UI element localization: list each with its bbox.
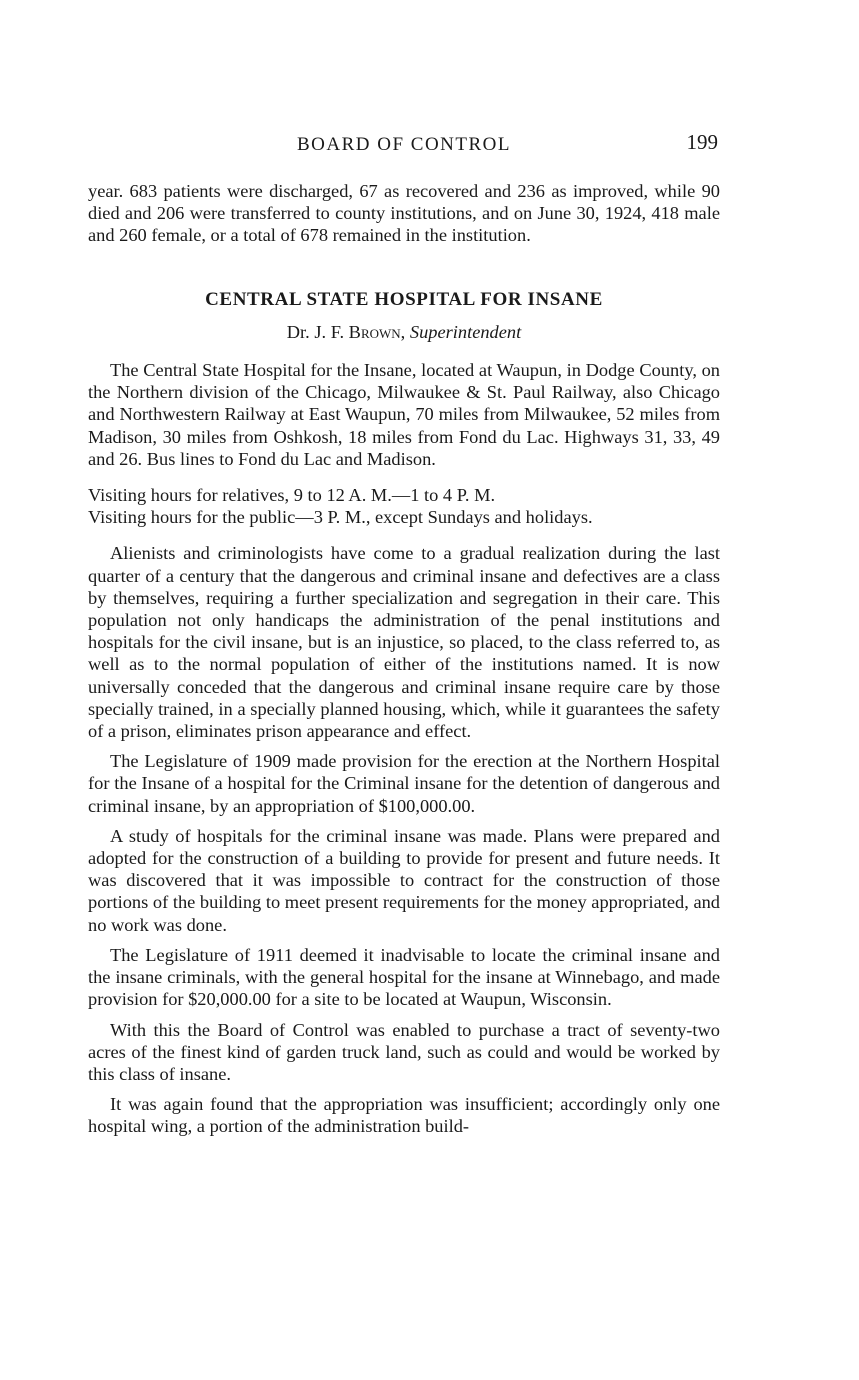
superintendent-prefix: Dr. J. F. <box>286 321 345 342</box>
paragraph-legislature-1909: The Legislature of 1909 made provision for the erection at the Northern Hospital for the Insane of a hospital for the Criminal insane for the detention of dangerous and criminal insane, by an appropriation of $100,000.00. <box>88 751 720 816</box>
visiting-hours-relatives: Visiting hours for relatives, 9 to 12 A. M.—1 to 4 P. M. <box>88 485 496 506</box>
paragraph-study: A study of hospitals for the criminal insane was made. Plans were prepared and adopted for the construction of a building to provide for present and future needs. It was discovered that it was impossible to contract for the construction of those portions of the building to meet present requirements for the money appropriated, and no work was done. <box>88 825 720 935</box>
page-number: 199 <box>686 130 718 154</box>
paragraph-legislature-1911: The Legislature of 1911 deemed it inadvisable to locate the criminal insane and the insane criminals, with the general hospital for the insane at Winnebago, and made provision for $20,000.00 for a site to be located at Waupun, Wisconsin. <box>88 944 720 1010</box>
section-title: CENTRAL STATE HOSPITAL FOR INSANE <box>205 288 603 310</box>
page-header <box>90 130 718 160</box>
superintendent-name: Brown, <box>348 321 406 342</box>
location-paragraph: The Central State Hospital for the Insane, located at Waupun, in Dodge County, on the Northern division of the Chicago, Milwaukee & St. Paul Railway, also Chicago and Northwestern Railway at East Waupun, 70 miles from Milwaukee, 52 miles from Madison, 30 miles from Oshkosh, 18 miles from Fond du Lac. Highways 31, 33, 49 and 26. Bus lines to Fond du Lac and Madison. <box>88 360 720 469</box>
superintendent-line <box>88 321 720 343</box>
paragraph-tract: With this the Board of Control was enabled to purchase a tract of seventy-two acres of the finest kind of garden truck land, such as could and would be worked by this class of insane. <box>88 1019 720 1084</box>
superintendent-role: Superintendent <box>409 321 522 342</box>
running-head: BOARD OF CONTROL <box>296 134 512 155</box>
intro-paragraph: year. 683 patients were discharged, 67 as recovered and 236 as improved, while 90 died and 206 were transferred to county institutions, and on June 30, 1924, 418 male and 260 female, or a total of 678 remained in the institution. <box>88 181 720 246</box>
paragraph-appropriation: It was again found that the appropriation was insufficient; accordingly only one hospital wing, a portion of the administration build- <box>88 1094 720 1137</box>
page-body <box>88 180 720 1138</box>
visiting-hours-public: Visiting hours for the public—3 P. M., except Sundays and holidays. <box>88 507 593 528</box>
paragraph-alienists: Alienists and criminologists have come to a gradual realization during the last quarter of a century that the dangerous and criminal insane and defectives are a class by themselves, requiring a further specialization and segregation in their care. This population not only handicaps the administration of the penal institutions and hospitals for the civil insane, but is an injustice, so placed, to the class referred to, as well as to the normal population of either of the institutions named. It is now universally conceded that the dangerous and criminal insane require care by those specially trained, in a specially planned housing, which, while it guarantees the safety of a prison, eliminates prison appearance and effect. <box>88 543 720 742</box>
